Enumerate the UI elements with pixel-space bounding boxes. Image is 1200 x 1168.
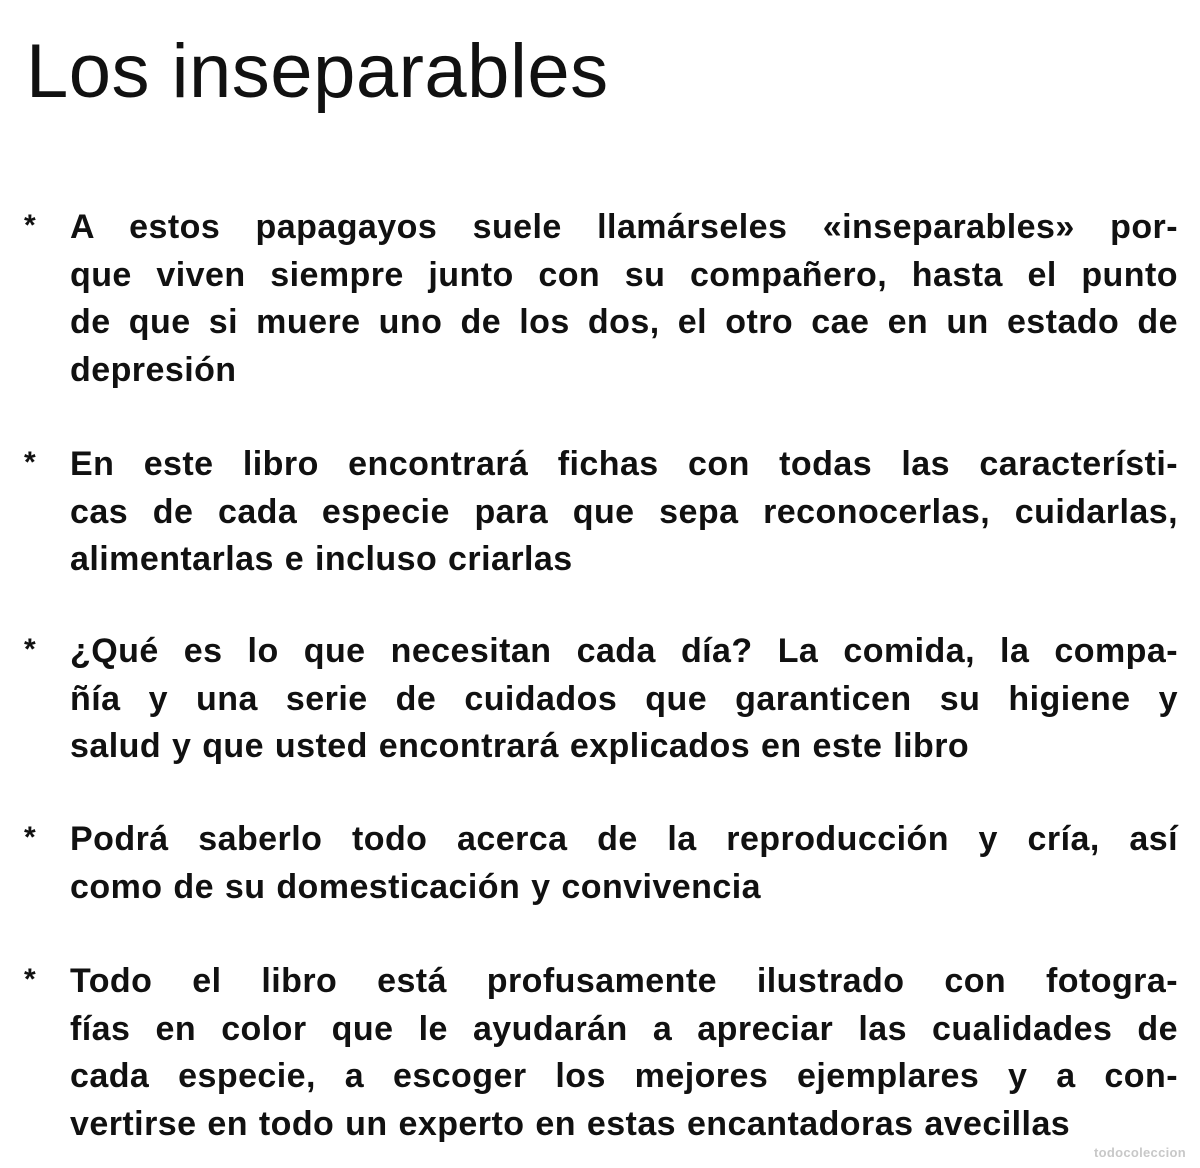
watermark: todocoleccion <box>1093 1145 1186 1160</box>
text-line: cas de cada especie para que sepa reconocerlas, cuidarlas, <box>70 492 1178 531</box>
text-line: que viven siempre junto con su compañero, hasta el punto <box>70 255 1178 294</box>
bullet-text <box>70 204 1178 394</box>
text-line: salud y que usted encontrará explicados en este libro <box>70 727 970 765</box>
text-line: cada especie, a escoger los mejores ejemplares y a con- <box>70 1057 1178 1095</box>
text-line: Podrá saberlo todo acerca de la reproducción y cría, así <box>70 820 1178 858</box>
text-line: alimentarlas e incluso criarlas <box>70 540 573 578</box>
text-line: de que si muere uno de los dos, el otro cae en un estado de <box>70 303 1178 341</box>
page-title: Los inseparables <box>26 29 609 114</box>
text-line: ñía y una serie de cuidados que garanticen su higiene y <box>70 679 1178 718</box>
text-line: ¿Qué es lo que necesitan cada día? La comida, la compa- <box>70 632 1178 670</box>
text-line: como de su domesticación y convivencia <box>70 867 761 906</box>
text-line: A estos papagayos suele llamárseles «inseparables» por- <box>70 208 1178 246</box>
bullet-text <box>70 628 1178 771</box>
bullet-marker: * <box>24 446 36 479</box>
text-line: En este libro encontrará fichas con todas las característi- <box>70 445 1178 483</box>
bullet-marker: * <box>24 633 36 666</box>
bullet-text <box>70 816 1178 911</box>
bullet-text <box>70 441 1178 584</box>
bullet-marker: * <box>24 821 36 854</box>
text-line: depresión <box>70 350 237 389</box>
bullet-text <box>70 958 1178 1148</box>
bullet-marker: * <box>24 209 36 242</box>
bullet-marker: * <box>24 963 36 996</box>
text-line: vertirse en todo un experto en estas encantadoras avecillas <box>70 1104 1071 1143</box>
text-line: fías en color que le ayudarán a apreciar las cualidades de <box>70 1009 1178 1048</box>
text-line: Todo el libro está profusamente ilustrado con fotogra- <box>70 962 1178 1000</box>
